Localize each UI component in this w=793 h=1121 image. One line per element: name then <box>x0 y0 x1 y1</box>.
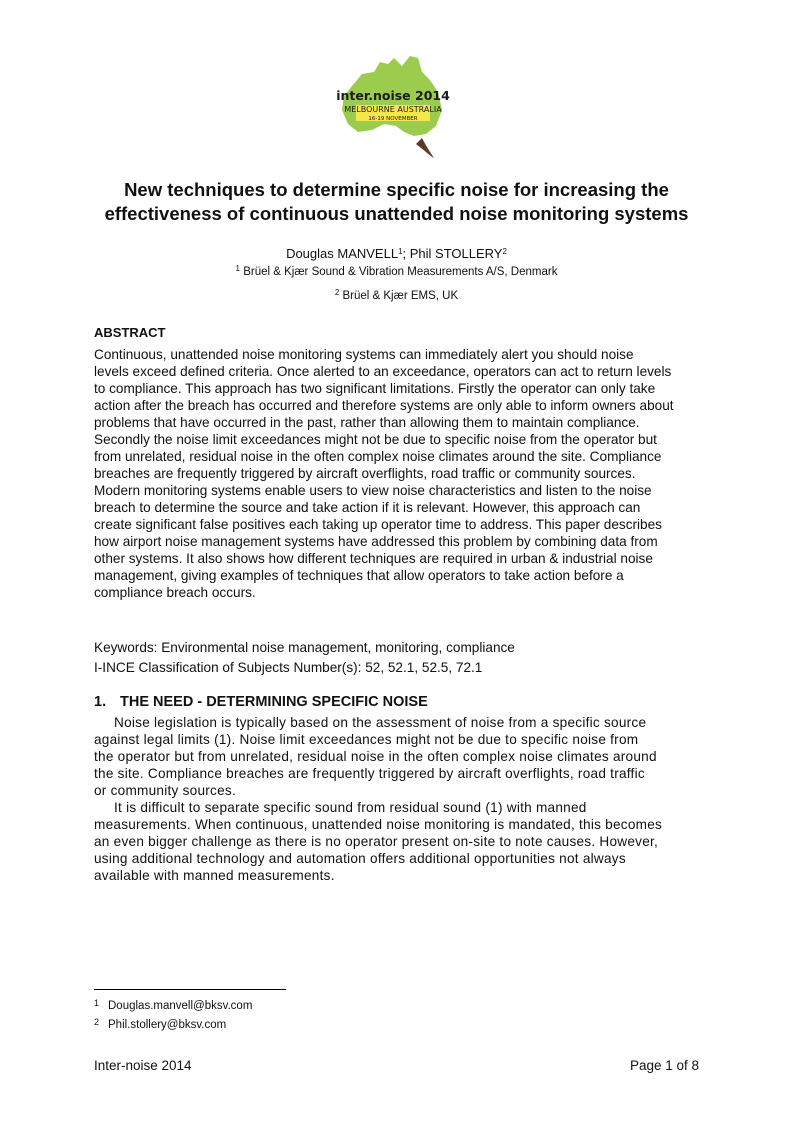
abstract-line: create significant false positives each taking up operator time to address. This paper describes <box>94 517 662 532</box>
abstract-line: breaches are frequently triggered by aircraft overflights, road traffic or community sources. <box>94 466 636 481</box>
paragraph-line: measurements. When continuous, unattended noise monitoring is mandated, this becomes <box>94 817 663 832</box>
author-list <box>0 246 793 261</box>
paragraph-line: It is difficult to separate specific sound from residual sound (1) with manned <box>114 800 587 815</box>
paragraph-line: the operator but from unrelated, residual noise in the often complex noise climates around <box>94 749 657 764</box>
paragraph-line: against legal limits (1). Noise limit exceedances might not be due to specific noise from <box>94 732 639 747</box>
abstract-line: management, giving examples of techniques that allow operators to take action before a <box>94 568 624 583</box>
title-line-2: effectiveness of continuous unattended noise monitoring systems <box>104 203 689 224</box>
paper-title <box>60 178 733 226</box>
affiliation-mark: 2 <box>334 288 340 297</box>
paragraph-line: available with manned measurements. <box>94 868 335 883</box>
paragraph <box>94 799 700 884</box>
abstract-line: Secondly the noise limit exceedances might not be due to specific noise from the operator but <box>94 432 657 447</box>
affiliation-mark: 1 <box>398 247 403 256</box>
abstract-line: Continuous, unattended noise monitoring systems can immediately alert you should noise <box>94 347 634 362</box>
footnote <box>94 995 252 1014</box>
australia-map-icon <box>322 52 462 162</box>
logo-location: MELBOURNE AUSTRALIA <box>344 105 442 114</box>
section-body <box>94 714 700 884</box>
affiliation-text: Brüel & Kjær EMS, UK <box>342 290 459 302</box>
conference-logo <box>322 52 462 162</box>
section-heading <box>94 694 428 710</box>
logo-title: inter.noise 2014 <box>336 88 450 103</box>
footnote-mark: 2 <box>94 1017 100 1027</box>
author-name: Douglas MANVELL <box>286 246 399 261</box>
paragraph-line: or community sources. <box>94 783 236 798</box>
abstract-line: from unrelated, residual noise in the often complex noise climates around the site. Compliance <box>94 449 662 464</box>
affiliation-text: Brüel & Kjær Sound & Vibration Measurements A/S, Denmark <box>243 266 558 278</box>
abstract-line: problems that have occurred in the past, rather than allowing them to maintain compliance. <box>94 415 640 430</box>
keywords-block <box>94 638 515 678</box>
abstract-line: levels exceed defined criteria. Once alerted to an exceedance, operators can act to return levels <box>94 364 672 379</box>
footnote-mark: 1 <box>94 998 100 1008</box>
abstract-line: compliance breach occurs. <box>94 585 256 600</box>
footnote-email[interactable]: Phil.stollery@bksv.com <box>108 1019 227 1031</box>
abstract-line: action after the breach has occurred and therefore systems are only able to inform owners about <box>94 398 674 413</box>
abstract-line: to compliance. This approach has two significant limitations. Firstly the operator can only take <box>94 381 656 396</box>
footer-page-number: Page 1 of 8 <box>629 1058 699 1073</box>
paragraph-line: using additional technology and automation offers additional opportunities not always <box>94 851 626 866</box>
abstract-heading: ABSTRACT <box>94 325 166 340</box>
section-title: THE NEED - DETERMINING SPECIFIC NOISE <box>120 694 428 710</box>
affiliation-mark: 2 <box>502 247 507 256</box>
swoosh-icon <box>416 138 434 158</box>
abstract-line: other systems. It also shows how different techniques are required in urban & industrial noise <box>94 551 653 566</box>
paragraph-line: the site. Compliance breaches are frequently triggered by aircraft overflights, road traffic <box>94 766 645 781</box>
abstract-line: Modern monitoring systems enable users to view noise characteristics and listen to the noise <box>94 483 652 498</box>
footer-conference: Inter-noise 2014 <box>94 1058 192 1073</box>
paragraph <box>94 714 700 799</box>
footnote-email[interactable]: Douglas.manvell@bksv.com <box>108 1000 253 1012</box>
affiliation-mark: 1 <box>235 264 240 273</box>
abstract-line: how airport noise management systems have addressed this problem by combining data from <box>94 534 658 549</box>
abstract-line: breach to determine the source and take action if it is relevant. However, this approach can <box>94 500 641 515</box>
classification-line: I-INCE Classification of Subjects Number(s): 52, 52.1, 52.5, 72.1 <box>94 660 483 675</box>
footnote-divider <box>94 989 286 990</box>
footnote <box>94 1014 252 1033</box>
footnotes <box>94 995 252 1033</box>
section-number: 1. <box>94 694 107 710</box>
logo-dates: 16-19 NOVEMBER <box>368 116 418 122</box>
title-line-1: New techniques to determine specific noise for increasing the <box>124 179 669 200</box>
author-name: Phil STOLLERY <box>409 246 503 261</box>
author-separator: ; <box>402 246 410 261</box>
affiliation <box>0 290 793 302</box>
paragraph-line: Noise legislation is typically based on the assessment of noise from a specific source <box>114 715 647 730</box>
affiliation <box>0 266 793 278</box>
abstract-body <box>94 346 700 601</box>
keywords-line: Keywords: Environmental noise management, monitoring, compliance <box>94 640 515 655</box>
paragraph-line: an even bigger challenge as there is no operator present on-site to note causes. However, <box>94 834 659 849</box>
